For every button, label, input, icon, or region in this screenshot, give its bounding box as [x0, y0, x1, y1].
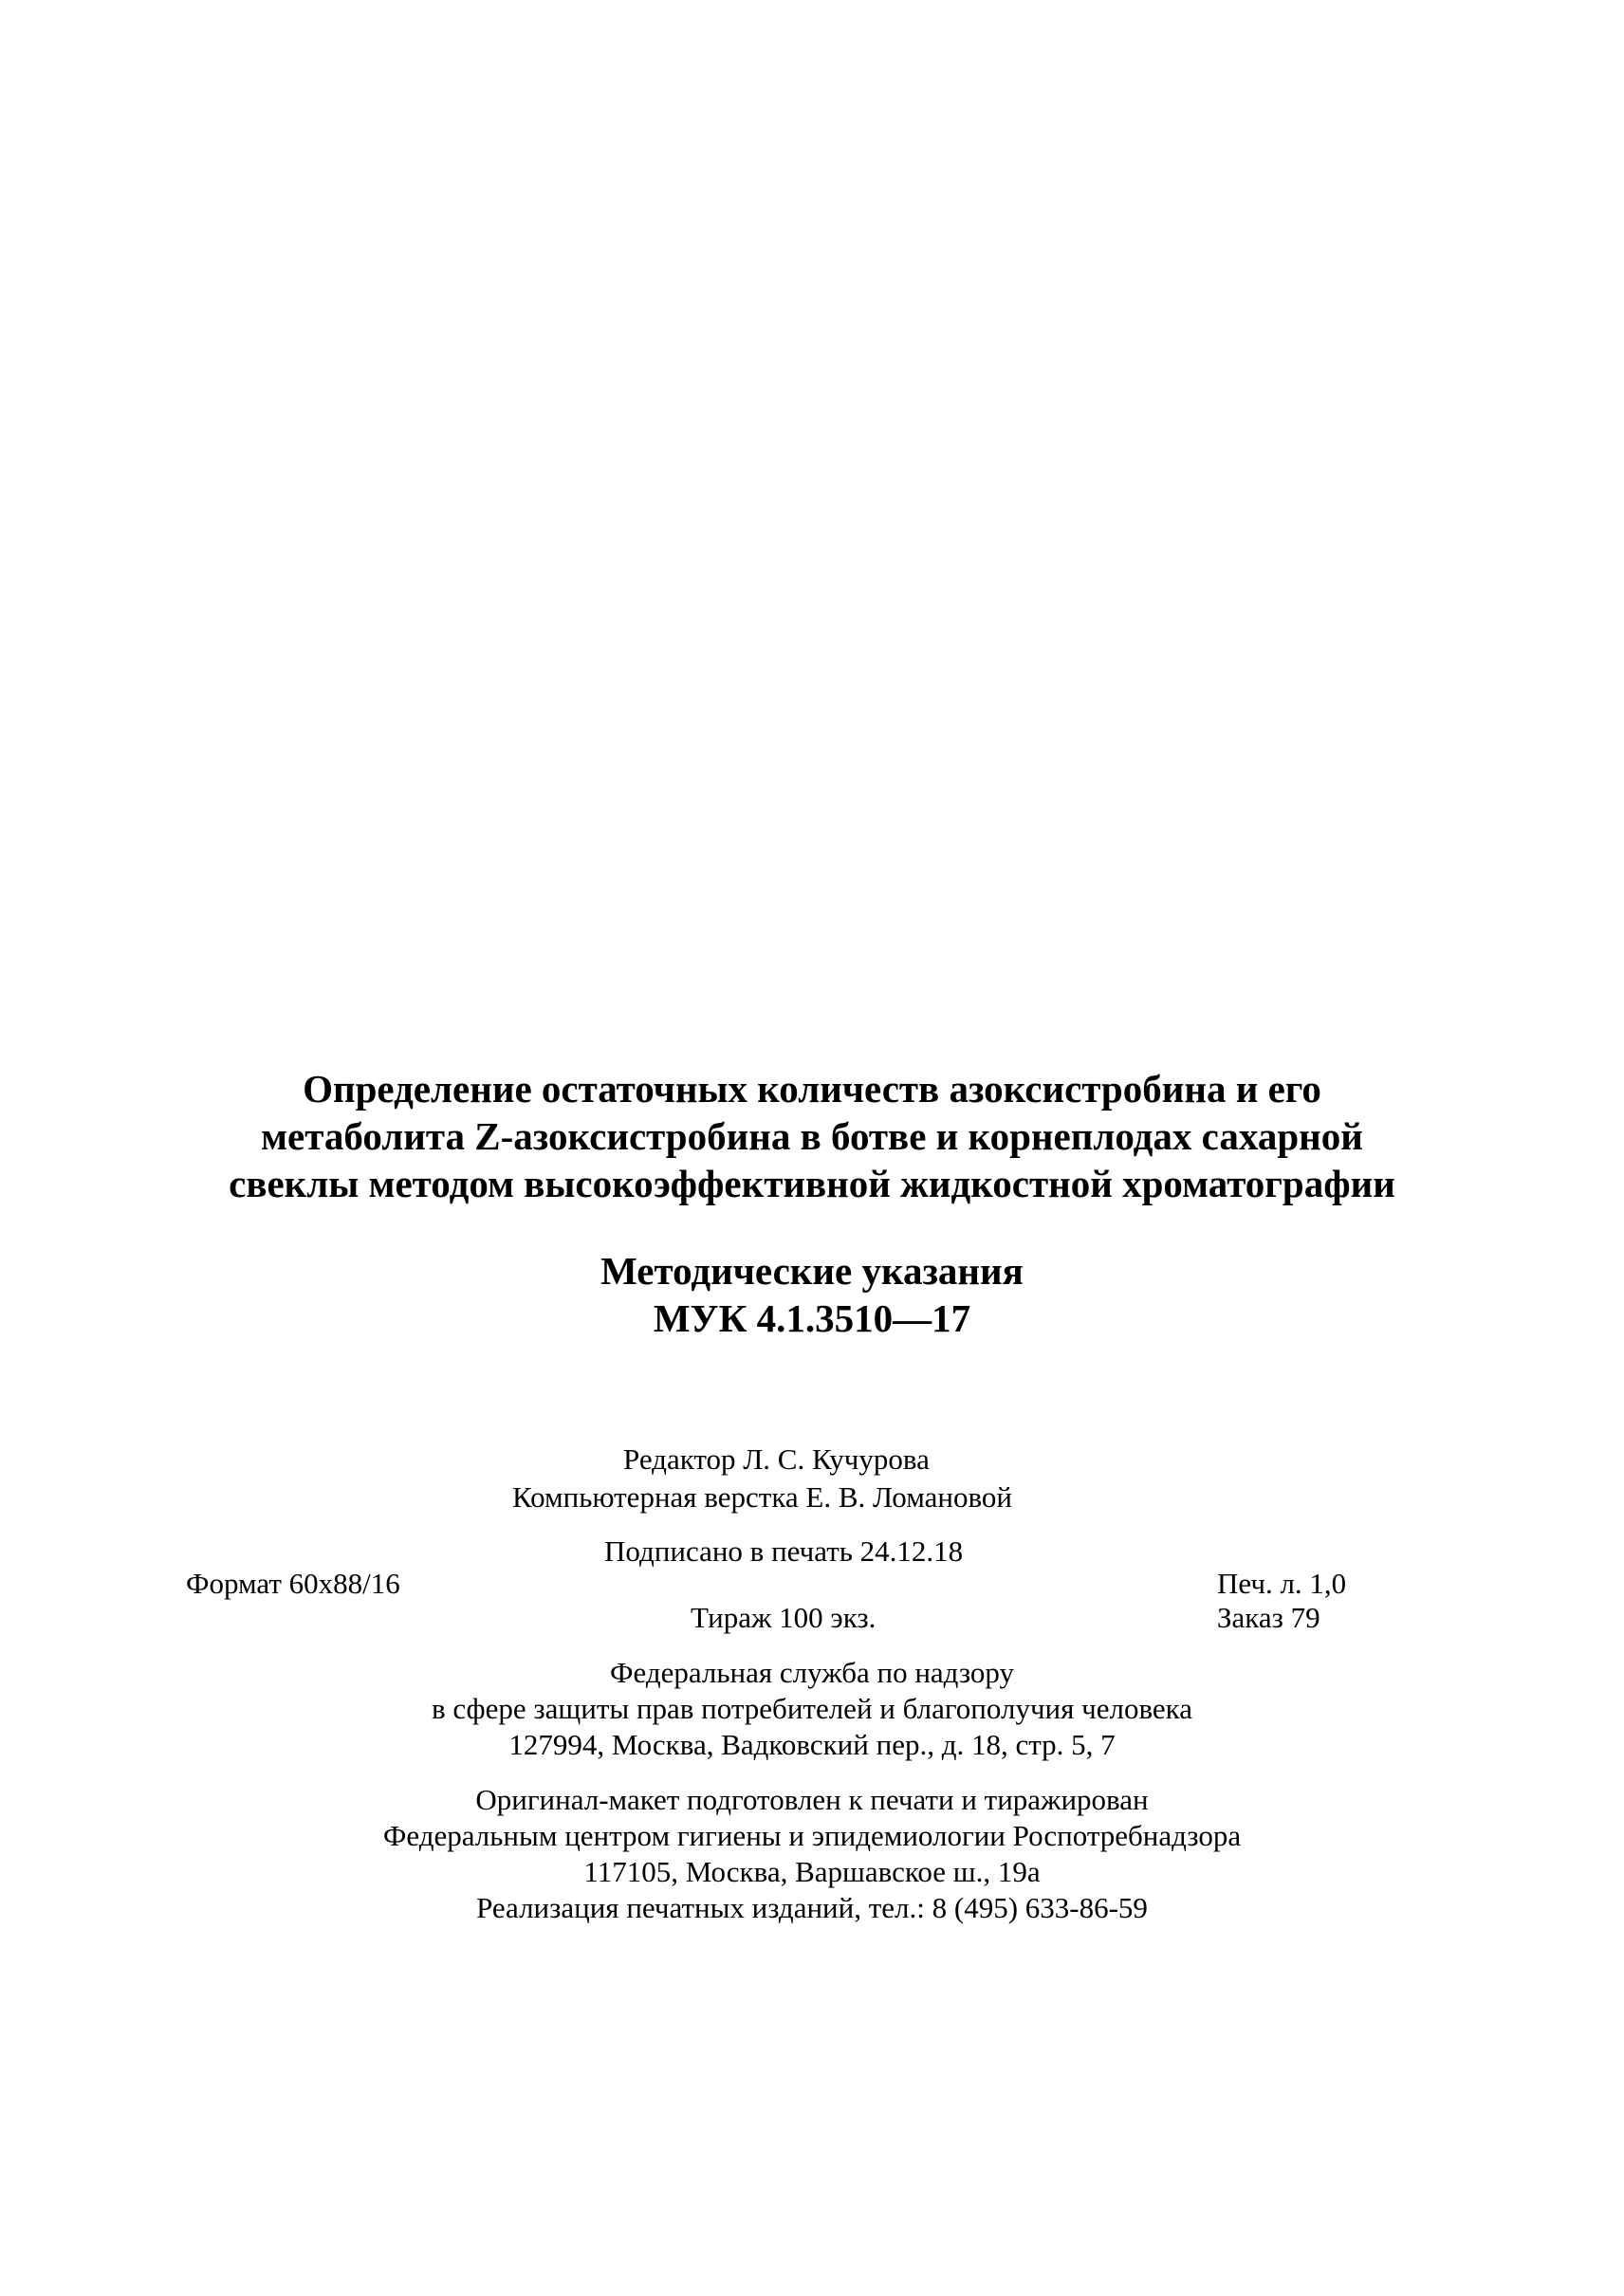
printer-line-2: Федеральным центром гигиены и эпидемиологии Роспотребнадзора	[382, 1819, 1242, 1852]
document-type: Методические указания	[600, 1249, 1024, 1293]
layout-credit: Компьютерная верстка Е. В. Ломановой	[512, 1480, 1012, 1514]
editor-credit: Редактор Л. С. Кучурова	[623, 1442, 930, 1476]
document-code: МУК 4.1.3510—17	[653, 1296, 971, 1340]
print-run: Тираж 100 экз.	[691, 1601, 877, 1634]
publisher-line-1: Федеральная служба по надзору	[610, 1656, 1014, 1689]
printer-line-1: Оригинал-макет подготовлен к печати и тиражирован	[475, 1783, 1149, 1816]
publisher-address: 127994, Москва, Вадковский пер., д. 18, стр. 5, 7	[508, 1728, 1116, 1761]
order-number: Заказ 79	[1217, 1601, 1320, 1634]
title-line-2: метаболита Z-азоксистробина в ботве и корнеплодах сахарной	[261, 1114, 1363, 1158]
paper-format: Формат 60x88/16	[186, 1567, 400, 1600]
printer-address: 117105, Москва, Варшавское ш., 19а	[583, 1855, 1041, 1888]
publisher-line-2: в сфере защиты прав потребителей и благополучия человека	[431, 1692, 1193, 1725]
signed-to-print: Подписано в печать 24.12.18	[604, 1534, 964, 1568]
title-line-1: Определение остаточных количеств азоксистробина и его	[303, 1067, 1321, 1111]
sales-phone: Реализация печатных изданий, тел.: 8 (495) 633-86-59	[476, 1891, 1148, 1924]
title-line-3: свеклы методом высокоэффективной жидкостной хроматографии	[229, 1162, 1395, 1205]
print-sheets: Печ. л. 1,0	[1217, 1567, 1347, 1600]
